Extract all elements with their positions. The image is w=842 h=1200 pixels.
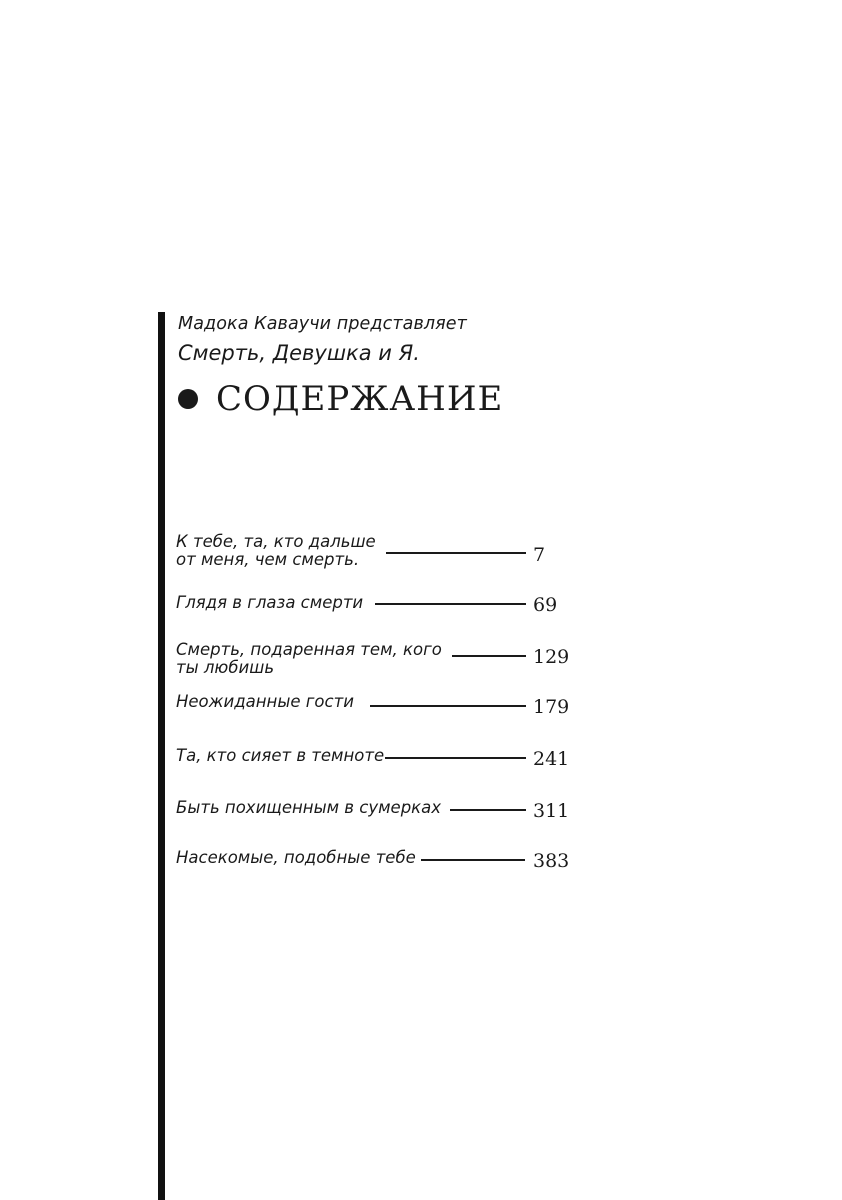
toc-entry-title: Глядя в глаза смерти [176, 593, 364, 612]
toc-leader-line [375, 603, 526, 605]
toc-page-number: 241 [533, 748, 570, 770]
toc-entry-title: Смерть, подаренная тем, кого ты любишь [176, 640, 442, 677]
toc-entry[interactable] [176, 533, 576, 573]
toc-entry-title: Неожиданные гости [176, 692, 354, 711]
toc-page-number: 129 [533, 646, 570, 668]
toc-entry-title: Насекомые, подобные тебе [176, 848, 416, 867]
toc-entry[interactable] [176, 594, 576, 634]
contents-heading [178, 378, 503, 420]
toc-page-number: 69 [533, 594, 558, 616]
toc-entry[interactable] [176, 641, 576, 681]
toc-entry-title: Та, кто сияет в темноте [176, 746, 385, 765]
bullet-dot-icon [178, 389, 198, 409]
toc-page-number: 7 [533, 544, 546, 566]
toc-page-number: 311 [533, 800, 570, 822]
toc-entry[interactable] [176, 799, 576, 839]
presenter-line: Мадока Каваучи представляет [178, 314, 467, 334]
toc-leader-line [385, 757, 526, 759]
toc-entry[interactable] [176, 849, 576, 889]
toc-leader-line [452, 655, 526, 657]
toc-leader-line [421, 859, 525, 861]
toc-page-number: 383 [533, 850, 570, 872]
toc-leader-line [450, 809, 526, 811]
toc-entry[interactable] [176, 747, 576, 787]
toc-page-number: 179 [533, 696, 570, 718]
page-spine-bar [158, 312, 165, 1200]
toc-entry[interactable] [176, 693, 576, 733]
toc-leader-line [370, 705, 526, 707]
toc-leader-line [386, 552, 526, 554]
toc-entry-title: Быть похищенным в сумерках [176, 798, 442, 817]
book-title: Смерть, Девушка и Я. [178, 341, 420, 365]
toc-entry-title: К тебе, та, кто дальше от меня, чем смерть. [176, 532, 376, 569]
contents-heading-text: СОДЕРЖАНИЕ [216, 379, 504, 419]
